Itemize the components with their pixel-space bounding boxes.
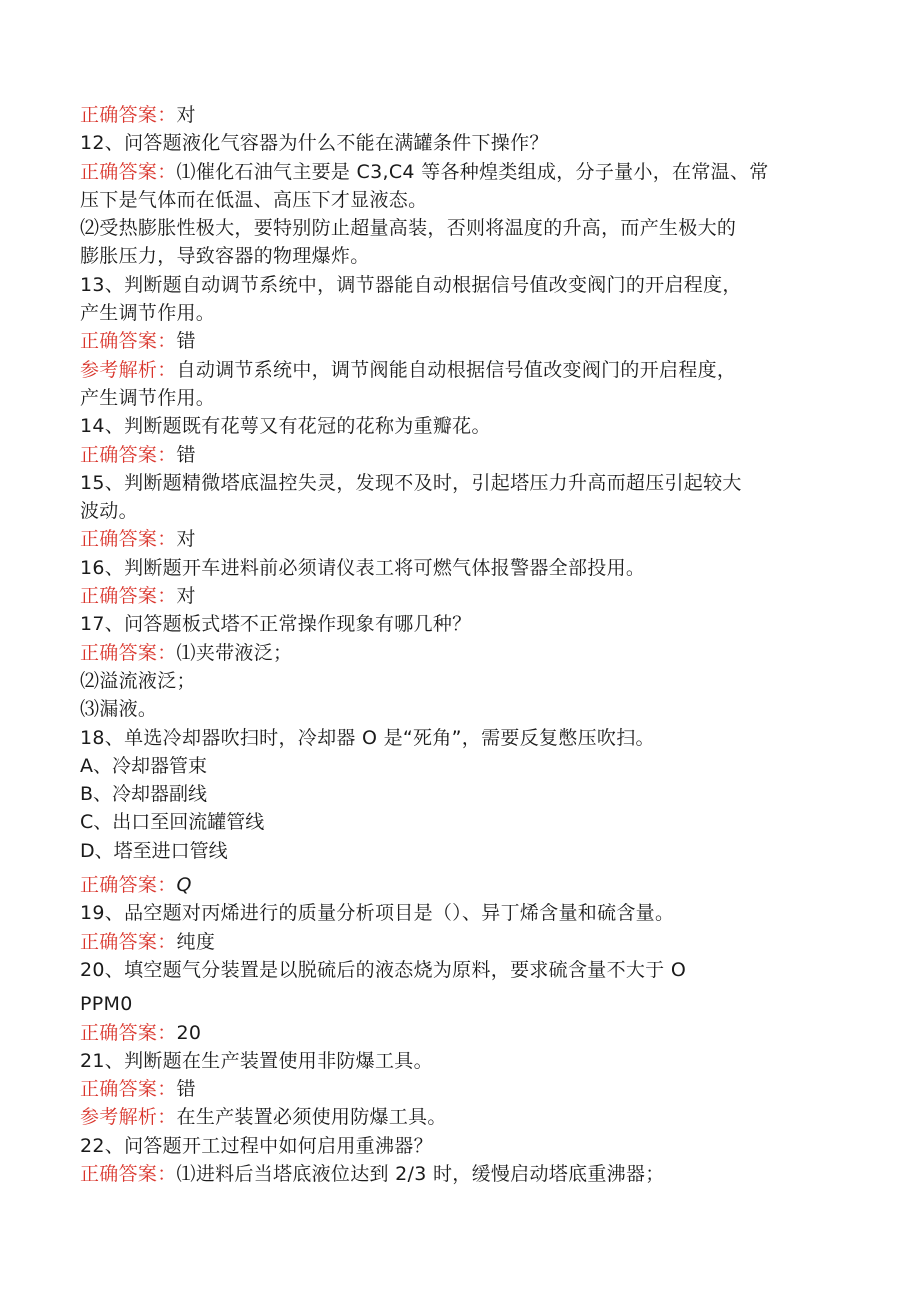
answer-line-q11 (80, 101, 840, 129)
analysis-value: 自动调节系统中，调节阀能自动根据信号值改变阀门的开启程度， (176, 358, 737, 381)
answer-line-q18 (80, 871, 840, 899)
answer-line-q21 (80, 1075, 840, 1103)
option-a: A、冷却器管束 (80, 754, 207, 777)
answer-label: 正确答案： (80, 930, 177, 953)
question-continuation: 产生调节作用。 (80, 302, 216, 325)
analysis-line-q13 (80, 356, 840, 384)
question-q19: 19、品空题对丙烯进行的质量分析项目是（）、异丁烯含量和硫含量。 (80, 902, 675, 925)
answer-line-q20 (80, 1019, 840, 1047)
question-q18: 18、单选冷却器吹扫时，冷却器 O 是“死角”，需要反复憋压吹扫。 (80, 726, 655, 749)
answer-label: 正确答案： (80, 160, 177, 183)
analysis-label: 参考解析： (80, 1106, 177, 1129)
answer-line-q17 (80, 639, 840, 667)
answer-value: ⑴催化石油气主要是 C3,C4 等各种煌类组成，分子量小，在常温、常 (176, 160, 769, 183)
answer-value: ⑴进料后当塔底液位达到 2/3 时，缓慢启动塔底重沸器； (176, 1162, 665, 1185)
analysis-label: 参考解析： (80, 358, 177, 381)
answer-continuation: 膨胀压力，导致容器的物理爆炸。 (80, 245, 370, 268)
question-q22: 22、问答题开工过程中如何启用重沸器？ (80, 1134, 433, 1157)
answer-label: 正确答案： (80, 1021, 177, 1044)
answer-label: 正确答案： (80, 874, 177, 897)
option-b: B、冷却器副线 (80, 783, 208, 806)
analysis-continuation: 产生调节作用。 (80, 386, 216, 409)
option-c: C、出口至回流罐管线 (80, 811, 265, 834)
analysis-line-q21 (80, 1103, 840, 1131)
answer-value: 错 (176, 330, 196, 353)
answer-line-q13 (80, 327, 840, 355)
answer-label: 正确答案： (80, 585, 177, 608)
exam-document (80, 101, 840, 1188)
answer-line-q19 (80, 928, 840, 956)
answer-continuation: ⑶漏液。 (80, 698, 158, 721)
answer-continuation: ⑵溢流液泛； (80, 669, 196, 692)
answer-continuation: ⑵受热膨胀性极大，要特别防止超量高装，否则将温度的升高，而产生极大的 (80, 217, 737, 240)
answer-value: 对 (176, 104, 196, 126)
answer-value: 纯度 (176, 930, 216, 953)
question-q21: 21、判断题在生产装置使用非防爆工具。 (80, 1049, 433, 1072)
answer-value: 对 (176, 528, 196, 551)
question-continuation: PPM0 (80, 993, 133, 1016)
answer-line-q15 (80, 525, 840, 553)
option-d: D、塔至进口管线 (80, 839, 228, 862)
question-q13: 13、判断题自动调节系统中，调节器能自动根据信号值改变阀门的开启程度， (80, 273, 742, 296)
answer-label: 正确答案： (80, 104, 177, 126)
answer-value: 错 (176, 443, 196, 466)
answer-line-q14 (80, 441, 840, 469)
answer-label: 正确答案： (80, 641, 177, 664)
question-continuation: 波动。 (80, 500, 138, 523)
question-q16: 16、判断题开车进料前必须请仪表工将可燃气体报警器全部投用。 (80, 556, 646, 579)
answer-value: Q (176, 874, 192, 897)
answer-value: 20 (176, 1021, 202, 1044)
answer-label: 正确答案： (80, 1162, 177, 1185)
answer-value: ⑴夹带液泛； (176, 641, 293, 664)
answer-continuation: 压下是气体而在低温、高压下才显液态。 (80, 188, 428, 211)
answer-line-q22 (80, 1160, 840, 1188)
answer-value: 错 (176, 1078, 196, 1101)
analysis-value: 在生产装置必须使用防爆工具。 (176, 1106, 447, 1129)
question-q20: 20、填空题气分装置是以脱硫后的液态烧为原料，要求硫含量不大于 O (80, 958, 687, 981)
question-q17: 17、问答题板式塔不正常操作现象有哪几种？ (80, 613, 472, 636)
answer-label: 正确答案： (80, 1078, 177, 1101)
question-q15: 15、判断题精微塔底温控失灵，发现不及时，引起塔压力升高而超压引起较大 (80, 471, 742, 494)
question-q12: 12、问答题液化气容器为什么不能在满罐条件下操作？ (80, 132, 549, 155)
question-q14: 14、判断题既有花萼又有花冠的花称为重瓣花。 (80, 415, 491, 438)
answer-label: 正确答案： (80, 443, 177, 466)
answer-label: 正确答案： (80, 330, 177, 353)
answer-line-q12 (80, 158, 840, 186)
answer-label: 正确答案： (80, 528, 177, 551)
answer-value: 对 (176, 585, 196, 608)
answer-line-q16 (80, 582, 840, 610)
